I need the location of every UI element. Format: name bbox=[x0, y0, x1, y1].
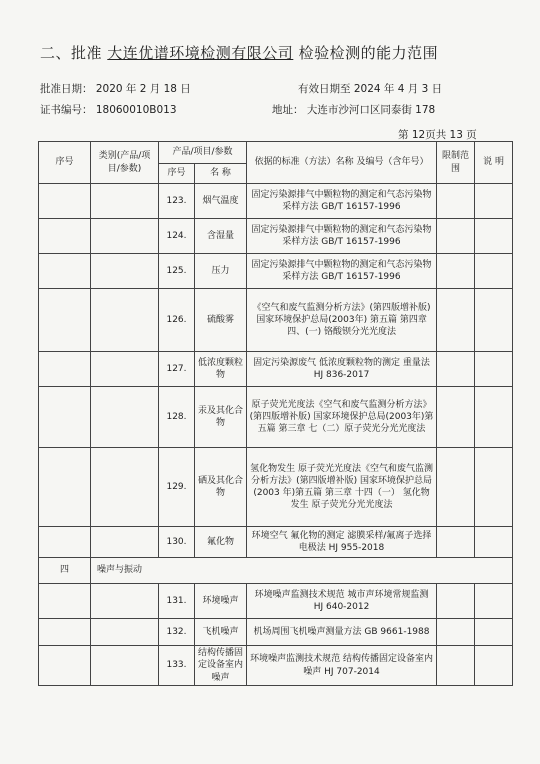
item-number: 128. bbox=[159, 387, 195, 448]
row-category bbox=[91, 646, 159, 686]
item-name: 氟化物 bbox=[195, 527, 247, 558]
capability-table bbox=[38, 141, 513, 686]
header-standard: 依据的标准（方法）名称 及编号（含年号） bbox=[247, 142, 437, 184]
row-category bbox=[91, 352, 159, 387]
table-row bbox=[39, 387, 513, 448]
item-name: 低浓度颗粒物 bbox=[195, 352, 247, 387]
item-limit bbox=[437, 184, 475, 219]
row-seq bbox=[39, 584, 91, 619]
row-seq bbox=[39, 352, 91, 387]
header-limit: 限制范围 bbox=[437, 142, 475, 184]
item-standard: 环境噪声监测技术规范 结构传播固定设备室内噪声 HJ 707-2014 bbox=[247, 646, 437, 686]
item-limit bbox=[437, 387, 475, 448]
row-seq bbox=[39, 219, 91, 254]
item-name: 压力 bbox=[195, 254, 247, 289]
item-standard: 固定污染源废气 低浓度颗粒物的测定 重量法 HJ 836-2017 bbox=[247, 352, 437, 387]
certificate-number: 证书编号： 18060010B013 bbox=[40, 104, 177, 116]
item-standard: 固定污染源排气中颗粒物的测定和气态污染物采样方法 GB/T 16157-1996 bbox=[247, 184, 437, 219]
table-row bbox=[39, 254, 513, 289]
address: 地址： 大连市沙河口区同泰街 178 bbox=[272, 104, 436, 116]
valid-until: 有效日期至 2024 年 4 月 3 日 bbox=[298, 83, 443, 95]
item-standard: 固定污染源排气中颗粒物的测定和气态污染物采样方法 GB/T 16157-1996 bbox=[247, 219, 437, 254]
item-name: 硫酸雾 bbox=[195, 289, 247, 352]
row-seq bbox=[39, 387, 91, 448]
item-note bbox=[475, 619, 513, 646]
item-number: 125. bbox=[159, 254, 195, 289]
item-note bbox=[475, 527, 513, 558]
row-seq bbox=[39, 448, 91, 527]
row-seq bbox=[39, 254, 91, 289]
category-name: 噪声与振动 bbox=[91, 558, 513, 584]
item-name: 烟气温度 bbox=[195, 184, 247, 219]
row-category bbox=[91, 184, 159, 219]
item-number: 131. bbox=[159, 584, 195, 619]
row-category bbox=[91, 527, 159, 558]
item-number: 127. bbox=[159, 352, 195, 387]
item-note bbox=[475, 646, 513, 686]
item-number: 126. bbox=[159, 289, 195, 352]
category-row bbox=[39, 558, 513, 584]
table-row bbox=[39, 448, 513, 527]
item-limit bbox=[437, 254, 475, 289]
item-number: 133. bbox=[159, 646, 195, 686]
row-category bbox=[91, 219, 159, 254]
header-category: 类别(产品/项目/参数) bbox=[91, 142, 159, 184]
item-number: 124. bbox=[159, 219, 195, 254]
item-standard: 氢化物发生 原子荧光光度法《空气和废气监测分析方法》(第四版增补版) 国家环境保护总局(2003 年)第五篇 第三章 十四（一） 氢化物发生 原子荧光分光光度法 bbox=[247, 448, 437, 527]
item-number: 130. bbox=[159, 527, 195, 558]
category-seq: 四 bbox=[39, 558, 91, 584]
item-limit bbox=[437, 619, 475, 646]
row-seq bbox=[39, 527, 91, 558]
table-row bbox=[39, 527, 513, 558]
header-product: 产品/项目/参数 bbox=[159, 142, 247, 164]
item-standard: 固定污染源排气中颗粒物的测定和气态污染物采样方法 GB/T 16157-1996 bbox=[247, 254, 437, 289]
title-suffix: 检验检测的能力范围 bbox=[298, 44, 439, 62]
item-name: 含湿量 bbox=[195, 219, 247, 254]
item-note bbox=[475, 254, 513, 289]
table-row bbox=[39, 289, 513, 352]
item-standard: 原子荧光光度法《空气和废气监测分析方法》(第四版增补版) 国家环境保护总局(2003年)第五篇 第三章 七（二）原子荧光分光光度法 bbox=[247, 387, 437, 448]
item-limit bbox=[437, 352, 475, 387]
item-standard: 环境空气 氟化物的测定 滤膜采样/氟离子选择电极法 HJ 955-2018 bbox=[247, 527, 437, 558]
row-category bbox=[91, 289, 159, 352]
item-standard: 机场周围飞机噪声测量方法 GB 9661-1988 bbox=[247, 619, 437, 646]
item-number: 123. bbox=[159, 184, 195, 219]
item-limit bbox=[437, 584, 475, 619]
item-number: 132. bbox=[159, 619, 195, 646]
row-category bbox=[91, 387, 159, 448]
item-name: 飞机噪声 bbox=[195, 619, 247, 646]
item-note bbox=[475, 289, 513, 352]
item-name: 结构传播固定设备室内噪声 bbox=[195, 646, 247, 686]
row-seq bbox=[39, 184, 91, 219]
row-seq bbox=[39, 646, 91, 686]
item-name: 汞及其化合物 bbox=[195, 387, 247, 448]
item-name: 硒及其化合物 bbox=[195, 448, 247, 527]
row-category bbox=[91, 448, 159, 527]
item-note bbox=[475, 184, 513, 219]
header-item-name: 名 称 bbox=[195, 164, 247, 184]
header-row bbox=[39, 142, 513, 164]
table-row bbox=[39, 584, 513, 619]
row-category bbox=[91, 584, 159, 619]
header-item-no: 序号 bbox=[159, 164, 195, 184]
item-note bbox=[475, 387, 513, 448]
title-prefix: 二、批准 bbox=[40, 44, 103, 62]
item-limit bbox=[437, 448, 475, 527]
table-row bbox=[39, 184, 513, 219]
page-title bbox=[40, 42, 438, 63]
table-row bbox=[39, 219, 513, 254]
item-limit bbox=[437, 289, 475, 352]
item-limit bbox=[437, 219, 475, 254]
item-note bbox=[475, 219, 513, 254]
table-row bbox=[39, 352, 513, 387]
item-note bbox=[475, 584, 513, 619]
table-row bbox=[39, 646, 513, 686]
item-standard: 《空气和废气监测分析方法》(第四版增补版) 国家环境保护总局(2003年) 第五篇 第四章 四、(一) 铬酸钡分光光度法 bbox=[247, 289, 437, 352]
row-seq bbox=[39, 619, 91, 646]
approval-date: 批准日期： 2020 年 2 月 18 日 bbox=[40, 83, 191, 95]
organization-name: 大连优谱环境检测有限公司 bbox=[107, 44, 294, 62]
table-row bbox=[39, 619, 513, 646]
row-seq bbox=[39, 289, 91, 352]
item-number: 129. bbox=[159, 448, 195, 527]
row-category bbox=[91, 619, 159, 646]
item-note bbox=[475, 352, 513, 387]
header-seq: 序号 bbox=[39, 142, 91, 184]
item-limit bbox=[437, 646, 475, 686]
item-note bbox=[475, 448, 513, 527]
item-name: 环境噪声 bbox=[195, 584, 247, 619]
item-limit bbox=[437, 527, 475, 558]
row-category bbox=[91, 254, 159, 289]
page-number: 第 12页共 13 页 bbox=[398, 129, 477, 141]
header-note: 说 明 bbox=[475, 142, 513, 184]
item-standard: 环境噪声监测技术规范 城市声环境常规监测 HJ 640-2012 bbox=[247, 584, 437, 619]
